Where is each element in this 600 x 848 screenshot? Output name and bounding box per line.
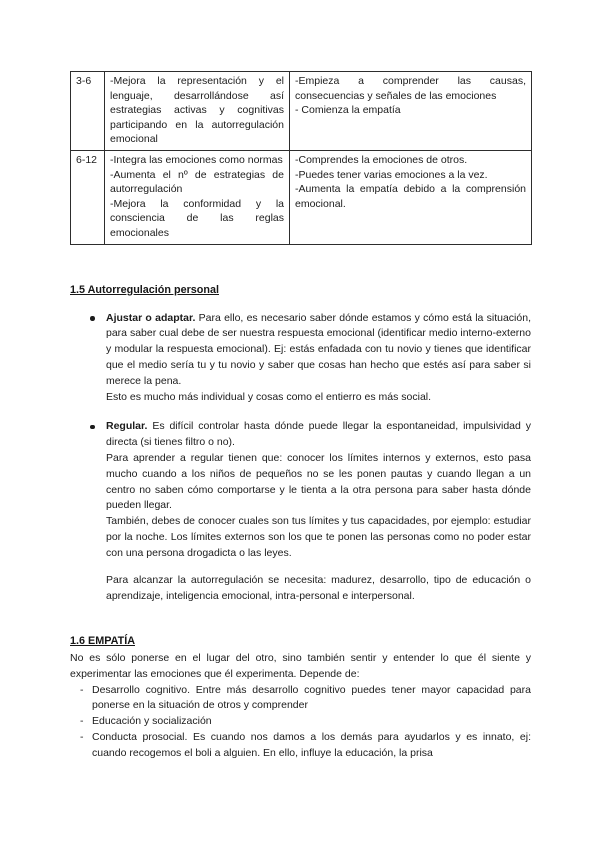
paragraph: - Educación y socialización: [92, 715, 212, 728]
list-item-educacion-socializacion: [70, 714, 531, 730]
empatia-factors-list: [70, 683, 531, 762]
paragraph: También, debes de conocer cuales son tus límites y tus capacidades, por ejemplo: estudiar por la noche. Los límites externos son los que te ponen las personas como no poder estar con una persona drogadicta o las leyes.: [106, 515, 531, 559]
paragraph-text: Es difícil controlar hasta dónde puede llegar la espontaneidad, impulsividad y directa (si tienes filtro o no).: [106, 420, 531, 449]
section-heading-autorregulacion: 1.5 Autorregulación personal: [70, 283, 219, 296]
development-cell: [105, 150, 290, 244]
milestones-cell: [290, 150, 532, 244]
paragraph: [106, 419, 531, 451]
age-range-text: 6-12: [76, 153, 98, 166]
cell-paragraph: - Comienza la empatía: [295, 104, 401, 117]
page-content: [70, 71, 531, 762]
cell-paragraph: -Integra las emociones como normas: [110, 153, 283, 166]
term-regular: Regular.: [106, 420, 148, 433]
section-heading-empatia: 1.6 EMPATÍA: [70, 635, 135, 648]
paragraph: Para aprender a regular tienen que: conocer los límites internos y externos, esto pasa mucho cuando a los niños de pequeños no se les ponen pautas y cuando llegan a un centro no saben cómo comportarse y le tienta a la otra persona para saber hasta dónde pueden llegar.: [106, 451, 531, 512]
age-range-cell: [71, 150, 105, 244]
cell-paragraph: -Aumenta la empatía debido a la comprensión emocional.: [295, 183, 526, 210]
age-range-text: 3-6: [76, 75, 92, 87]
empatia-intro: No es sólo ponerse en el lugar del otro, sino también sentir y entender lo que él siente y experimentar las emociones que él experimenta. Depende de:: [70, 652, 531, 680]
cell-paragraph: -Comprendes la emociones de otros.: [295, 153, 468, 166]
autorregulacion-list: [70, 311, 531, 606]
development-cell: [105, 72, 290, 151]
cell-paragraph: -Puedes tener varias emociones a la vez.: [295, 168, 488, 181]
paragraph: [106, 311, 531, 390]
milestones-cell: [290, 72, 532, 151]
cell-paragraph: -Aumenta el nº de estrategias de autorregulación: [110, 168, 284, 196]
emotional-development-table: [70, 71, 532, 245]
paragraph: Para alcanzar la autorregulación se necesita: madurez, desarrollo, tipo de educación o aprendizaje, inteligencia emocional, intra-personal e interpersonal.: [106, 574, 531, 603]
paragraph: - Desarrollo cognitivo. Entre más desarrollo cognitivo puedes tener mayor capacidad para ponerse en la situación de otros y comprender: [92, 683, 531, 712]
term-ajustar: Ajustar o adaptar.: [106, 311, 196, 324]
paragraph-text: Para ello, es necesario saber dónde estamos y cómo está la situación, para saber cual debe de ser nuestra respuesta emocional (identificar medio interno-externo y modular la respuesta emocional). Ej: estás enfadada con tu novio y tienes que identificar que el medio sería tu y tu novio y saber que cosas han hecho que estés así para saber si merece la pena.: [106, 311, 531, 387]
paragraph: Esto es mucho más individual y cosas como el entierro es más social.: [106, 390, 432, 403]
table-row: [71, 150, 532, 244]
list-item-regular: [70, 419, 531, 605]
cell-paragraph: -Mejora la conformidad y la consciencia de las reglas emocionales: [110, 197, 284, 239]
table-row: [71, 72, 532, 151]
age-range-cell: [71, 72, 105, 151]
cell-paragraph: -Mejora la representación y el lenguaje, desarrollándose así estrategias activas y cognitivas participando en la autorregulación emocional: [110, 75, 284, 146]
list-item-desarrollo-cognitivo: [70, 683, 531, 715]
cell-paragraph: -Empieza a comprender las causas, consecuencias y señales de las emociones: [295, 75, 526, 102]
paragraph: - Conducta prosocial. Es cuando nos damos a los demás para ayudarlos y es innato, ej: cuando recogemos el boli a alguien. En ello, influye la educación, la prisa: [92, 731, 531, 759]
list-item-conducta-prosocial: [70, 730, 531, 762]
list-item-ajustar: [70, 311, 531, 406]
